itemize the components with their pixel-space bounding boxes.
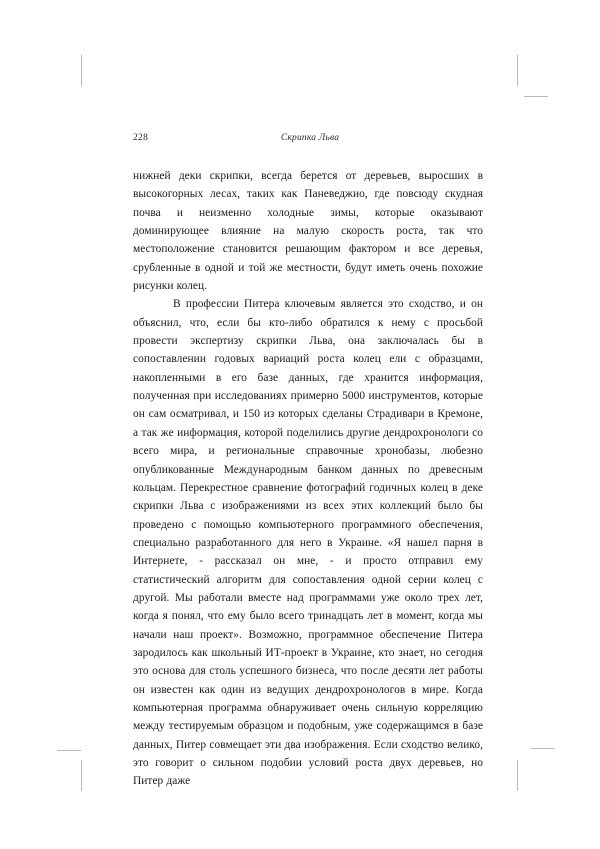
body-paragraph: В профессии Питера ключевым является это сходство, и он объяснил, что, если бы кто-либо обратился к нему с просьбой провести экспертизу скрипки Льва, она заключалась бы в сопоставлении годовых вариаций роста колец ели с образцами, накопленными в его базе данных, где хранится информация, полученная при исследованиях примерно 5000 инструментов, которые он сам осматривал, и 150 из которых сделаны Страдивари в Кремоне, а так же информация, которой поделились другие дендрохронологи со всего мира, и региональные справочные хронобазы, любезно опубликованные Международным банком данных по древесным кольцам. Перекрестное сравнение фотографий годичных колец в деке скрипки Льва с изображениями из всех этих коллекций было бы проведено с помощью компьютерного программного обеспечения, специально разработанного для него в Украине. «Я нашел парня в Интернете, - рассказал он мне, - и просто отправил ему статистический алгоритм для сопоставления одной серии колец с другой. Мы работали вместе над программами уже около трех лет, когда я понял, что ему было всего тринадцать лет в момент, когда мы начали наш проект». Возможно, программное обеспечение Питера зародилось как школьный ИТ-проект в Украине, кто знает, но сегодня это основа для столь успешного бизнеса, что после десяти лет работы он известен как один из ведущих дендрохронологов в мире. Когда компьютерная программа обнаруживает очень сильную корреляцию между тестируемым образцом и подобным, уже содержащимся в базе данных, Питер совмещает эти два изображения. Если сходство велико, это говорит о сильном подобии условий роста двух деревьев, но Питер даже (133, 298, 483, 788)
text-block (133, 133, 483, 791)
crop-mark-bottom-right (517, 760, 518, 791)
body-paragraph: нижней деки скрипки, всегда берется от деревьев, выросших в высокогорных лесах, таких как Паневеджио, где повсюду скудная почва и неизменно холодные зимы, которые оказывают доминирующее влияние на малую скорость роста, так что местоположение становится решающим фактором и все деревья, срубленные в одной и той же местности, будут иметь очень похожие рисунки колец. (133, 170, 483, 293)
crop-mark-top-right (517, 55, 518, 86)
crop-mark-bottom-left-horizontal (57, 750, 81, 751)
running-head (133, 133, 483, 151)
crop-mark-bottom-left (81, 760, 82, 791)
crop-mark-top-right-horizontal (524, 96, 548, 97)
crop-mark-top-left (81, 55, 82, 86)
crop-mark-bottom-right-horizontal (531, 748, 555, 749)
running-title: Скрипка Льва (280, 133, 340, 143)
page-number: 228 (133, 133, 149, 143)
